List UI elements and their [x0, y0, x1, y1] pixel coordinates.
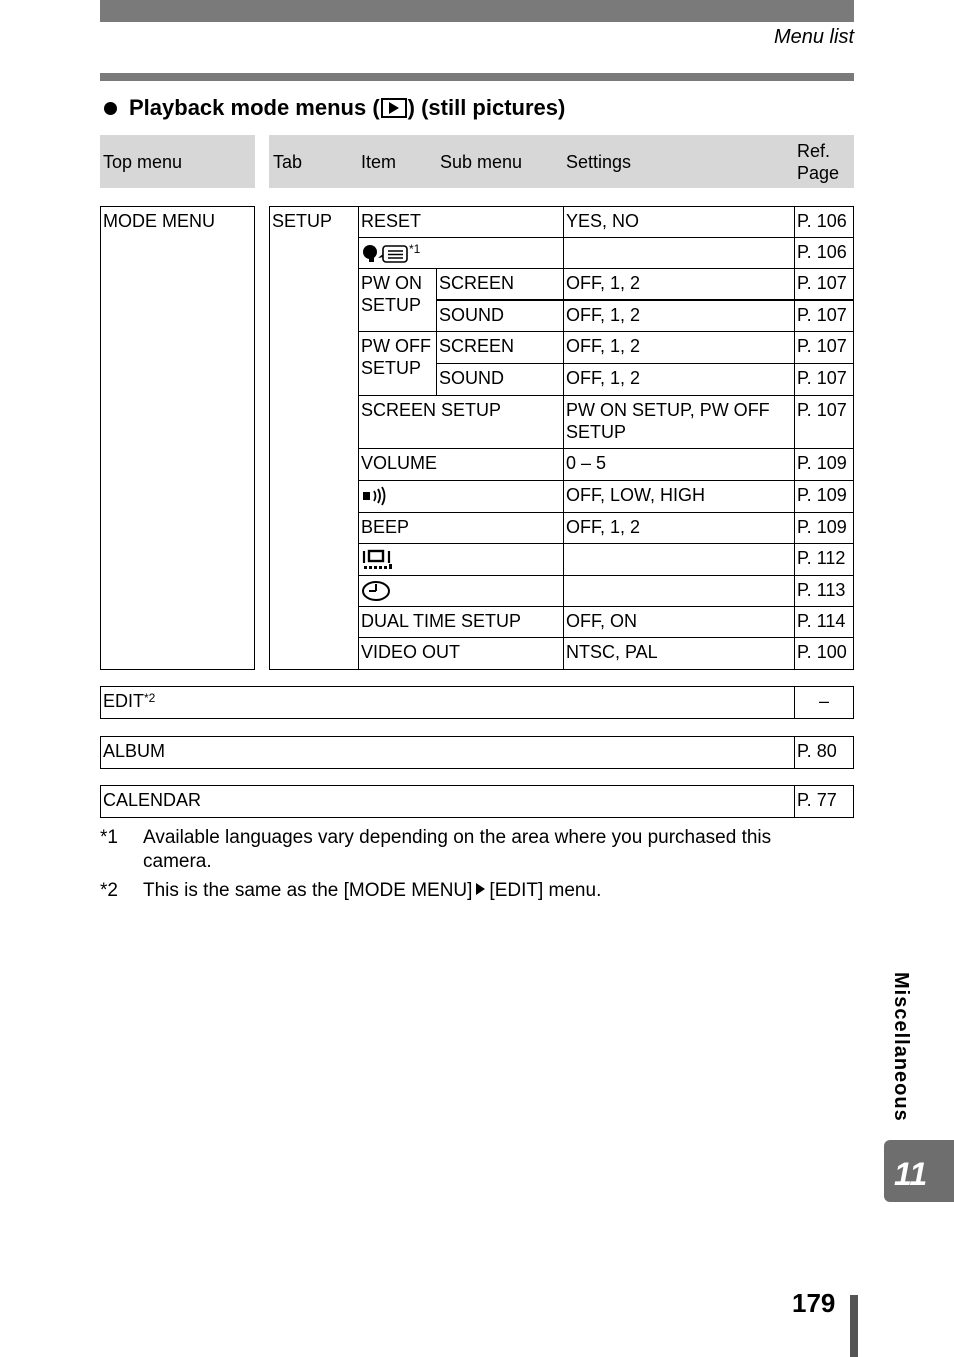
- footnote-2: [100, 879, 854, 905]
- header-ref-page: Ref. Page: [797, 141, 840, 183]
- settings-reset: YES, NO: [563, 206, 795, 238]
- sub-pw-on-sound: SOUND: [436, 300, 564, 332]
- ref-beep: P. 109: [794, 512, 854, 544]
- item-dual-time-setup: DUAL TIME SETUP: [358, 606, 564, 638]
- header-sub-menu: Sub menu: [440, 152, 523, 172]
- item-monitor-brightness: [358, 543, 564, 576]
- settings-beep: OFF, 1, 2: [563, 512, 795, 544]
- settings-dual-time-setup: OFF, ON: [563, 606, 795, 638]
- header-tab: Tab: [273, 152, 303, 172]
- sub-pw-on-screen: SCREEN: [436, 268, 564, 300]
- header-settings: Settings: [566, 152, 632, 172]
- settings-pw-on-screen: OFF, 1, 2: [563, 268, 795, 300]
- item-clock: [358, 575, 564, 607]
- chapter-number: 11: [894, 1156, 928, 1192]
- section-title-prefix: Playback mode menus (: [129, 95, 380, 120]
- page-number: 179: [792, 1288, 836, 1318]
- ref-reset: P. 106: [794, 206, 854, 238]
- header-top-menu: [100, 135, 255, 188]
- settings-clock: [563, 575, 795, 607]
- ref-video-out: P. 100: [794, 637, 854, 670]
- settings-monitor-brightness: [563, 543, 795, 576]
- item-screen-setup: SCREEN SETUP: [358, 395, 564, 449]
- item-speaker-volume: [358, 480, 564, 513]
- playback-icon: [381, 98, 407, 118]
- footnote-1: [100, 826, 854, 876]
- page-number-bar: [850, 1295, 858, 1357]
- sub-pw-off-screen: SCREEN: [436, 331, 564, 364]
- ref-pw-on-screen: P. 107: [794, 268, 854, 300]
- ref-dual-time-setup: P. 114: [794, 606, 854, 638]
- language-icon: [361, 242, 409, 264]
- ref-clock: P. 113: [794, 575, 854, 607]
- section-rule: [100, 73, 854, 81]
- ref-screen-setup: P. 107: [794, 395, 854, 449]
- footnote-ref-2: *2: [144, 691, 156, 705]
- item-reset: RESET: [358, 206, 564, 238]
- ref-speaker-volume: P. 109: [794, 480, 854, 513]
- header-columns: [269, 135, 854, 188]
- ref-language: P. 106: [794, 237, 854, 269]
- item-video-out: VIDEO OUT: [358, 637, 564, 670]
- speaker-volume-icon: [361, 485, 389, 507]
- settings-pw-off-sound: OFF, 1, 2: [563, 363, 795, 396]
- top-menu-calendar: CALENDAR: [100, 785, 795, 818]
- ref-volume: P. 109: [794, 448, 854, 481]
- tab-setup: SETUP: [269, 206, 359, 670]
- settings-video-out: NTSC, PAL: [563, 637, 795, 670]
- section-title-suffix: ) (still pictures): [407, 95, 566, 120]
- footnote-2-text: [143, 879, 843, 903]
- footnote-ref-1: *1: [409, 242, 421, 256]
- top-menu-edit: [100, 686, 795, 719]
- monitor-brightness-icon: [361, 548, 395, 570]
- item-pw-on-setup: PW ON SETUP: [358, 268, 437, 332]
- side-section-text: Miscellaneous: [890, 972, 912, 1122]
- footnote-2-text-before: This is the same as the [MODE MENU]: [143, 880, 473, 901]
- settings-speaker-volume: OFF, LOW, HIGH: [563, 480, 795, 513]
- settings-language: [563, 237, 795, 269]
- edit-label: EDIT: [103, 691, 145, 711]
- header-item: Item: [361, 152, 397, 172]
- ref-pw-on-sound: P. 107: [794, 300, 854, 332]
- arrow-right-icon: [476, 883, 485, 895]
- item-pw-off-setup: PW OFF SETUP: [358, 331, 437, 396]
- footnote-2-text-after: [EDIT] menu.: [489, 880, 602, 901]
- top-menu-album: ALBUM: [100, 736, 795, 769]
- bullet-icon: [104, 102, 117, 115]
- top-menu-mode-menu: MODE MENU: [100, 206, 255, 670]
- ref-edit: –: [794, 686, 854, 719]
- ref-pw-off-sound: P. 107: [794, 363, 854, 396]
- top-bar: [100, 0, 854, 22]
- ref-calendar: P. 77: [794, 785, 854, 818]
- settings-pw-on-sound: OFF, 1, 2: [563, 300, 795, 332]
- ref-album: P. 80: [794, 736, 854, 769]
- ref-pw-off-screen: P. 107: [794, 331, 854, 364]
- footnote-2-mark: *2: [100, 880, 118, 901]
- item-volume: VOLUME: [358, 448, 564, 481]
- side-section-label: [884, 972, 918, 1132]
- ref-monitor-brightness: P. 112: [794, 543, 854, 576]
- clock-icon: [361, 580, 391, 602]
- chapter-tab: [884, 1140, 954, 1202]
- running-title: Menu list: [773, 26, 854, 48]
- item-language: [358, 237, 564, 269]
- settings-pw-off-screen: OFF, 1, 2: [563, 331, 795, 364]
- footnote-1-text: Available languages vary depending on the area where you purchased this camera.: [143, 827, 772, 872]
- header-top-menu-label: Top menu: [103, 152, 183, 172]
- settings-volume: 0 – 5: [563, 448, 795, 481]
- settings-screen-setup: PW ON SETUP, PW OFF SETUP: [563, 395, 795, 449]
- footnote-1-mark: *1: [100, 827, 118, 848]
- sub-pw-off-sound: SOUND: [436, 363, 564, 396]
- item-beep: BEEP: [358, 512, 564, 544]
- section-title: [104, 95, 565, 121]
